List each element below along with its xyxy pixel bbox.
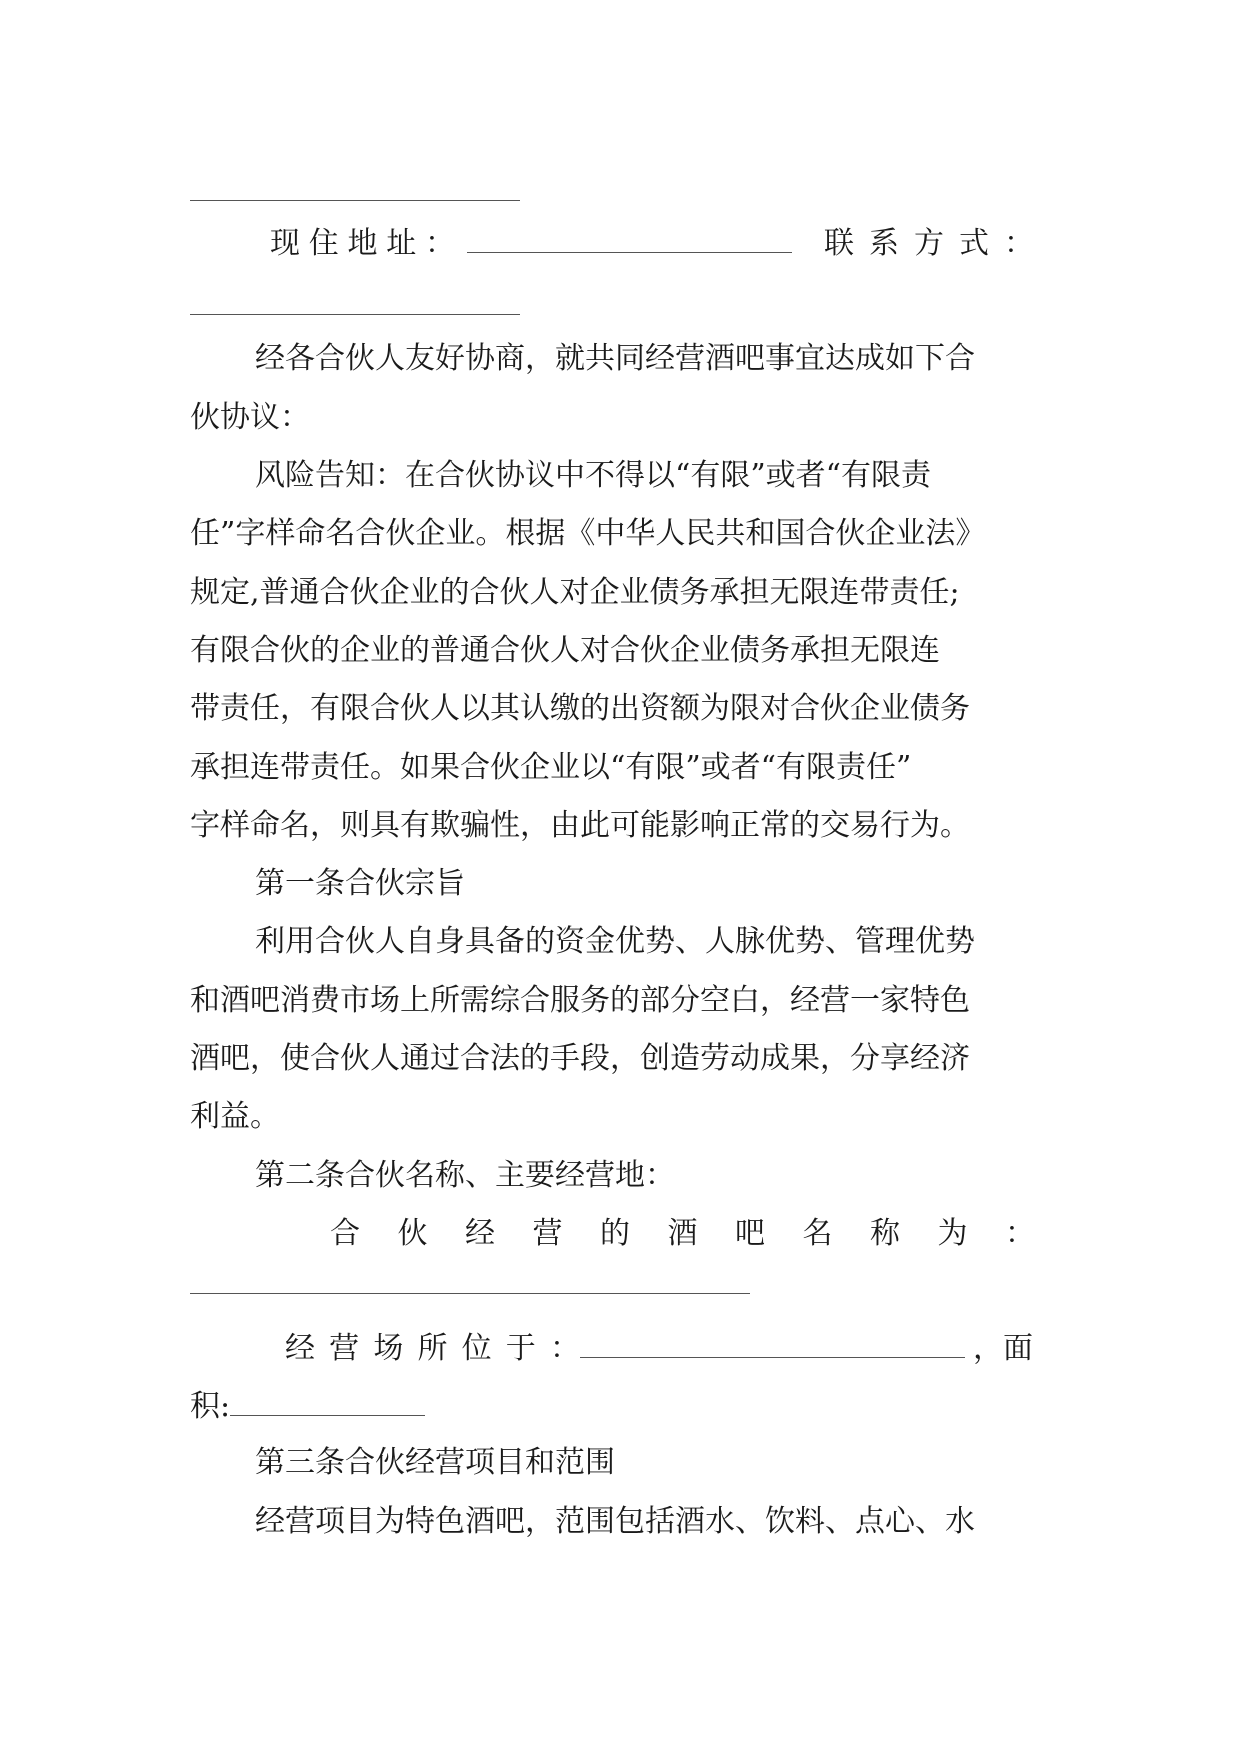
intro-line-1: 经各合伙人友好协商，就共同经营酒吧事宜达成如下合 — [255, 341, 975, 376]
intro-line-2: 伙协议： — [190, 400, 310, 435]
risk-line-4: 有限合伙的企业的普通合伙人对合伙企业债务承担无限连 — [190, 633, 940, 668]
contact-blank[interactable] — [190, 314, 520, 315]
risk-line-2: 任”字样命名合伙企业。根据《中华人民共和国合伙企业法》 — [190, 516, 986, 551]
article1-line-3: 酒吧，使合伙人通过合法的手段，创造劳动成果，分享经济 — [190, 1041, 970, 1076]
area-row — [190, 1385, 1050, 1427]
fill-in-blank-top[interactable] — [190, 200, 520, 201]
venue-label: 经 营 场 所 位 于 ： — [285, 1331, 580, 1366]
risk-line-3: 规定,普通合伙企业的合伙人对企业债务承担无限连带责任; — [190, 575, 960, 610]
article3-line-1: 经营项目为特色酒吧，范围包括酒水、饮料、点心、水 — [255, 1504, 975, 1539]
article1-line-2: 和酒吧消费市场上所需综合服务的部分空白，经营一家特色 — [190, 983, 970, 1018]
article1-line-1: 利用合伙人自身具备的资金优势、人脉优势、管理优势 — [255, 924, 975, 959]
risk-line-6: 承担连带责任。如果合伙企业以“有限”或者“有限责任” — [190, 750, 912, 785]
venue-suffix: ，面 — [973, 1331, 1033, 1366]
venue-row — [285, 1327, 1050, 1369]
risk-line-1: 风险告知：在合伙协议中不得以“有限”或者“有限责 — [255, 458, 932, 493]
address-contact-row — [270, 222, 1050, 264]
contact-label: 联 系 方 式 ： — [824, 226, 1034, 261]
address-blank[interactable] — [467, 222, 792, 253]
venue-blank[interactable] — [580, 1327, 965, 1358]
article1-title: 第一条合伙宗旨 — [255, 866, 465, 901]
risk-line-7: 字样命名，则具有欺骗性，由此可能影响正常的交易行为。 — [190, 808, 970, 843]
bar-name-label: 合 伙 经 营 的 酒 吧 名 称 为 ： — [330, 1216, 1035, 1251]
area-blank[interactable] — [230, 1385, 425, 1416]
article3-title: 第三条合伙经营项目和范围 — [255, 1445, 615, 1480]
area-label: 积: — [190, 1389, 231, 1424]
bar-name-blank[interactable] — [190, 1293, 750, 1294]
risk-line-5: 带责任，有限合伙人以其认缴的出资额为限对合伙企业债务 — [190, 691, 970, 726]
address-label: 现 住 地 址 ： — [270, 226, 455, 261]
article2-title: 第二条合伙名称、主要经营地： — [255, 1158, 675, 1193]
article1-line-4: 利益。 — [190, 1099, 280, 1134]
